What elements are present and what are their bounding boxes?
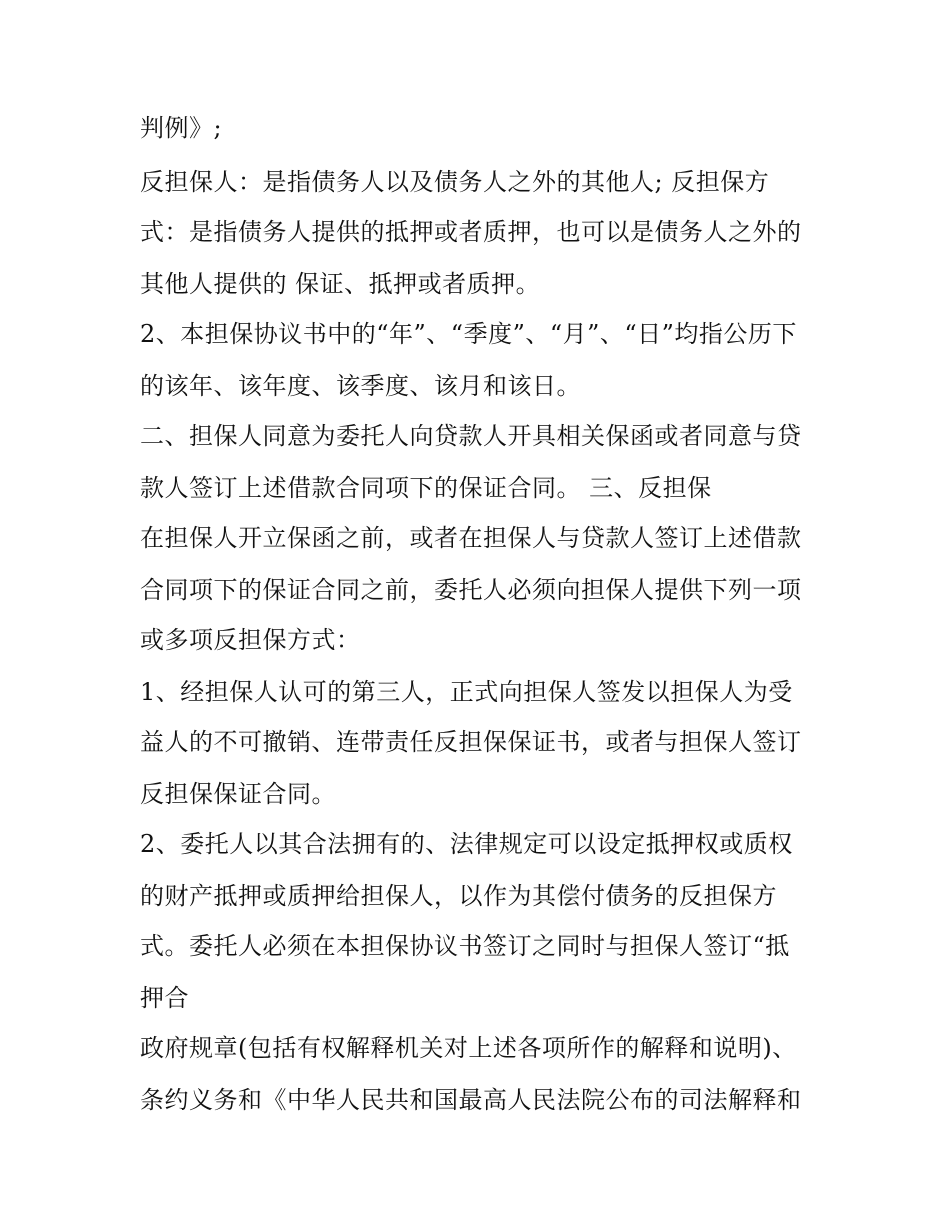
text-line: 二、担保人同意为委托人向贷款人开具相关保函或者同意与贷 [140, 422, 802, 450]
text-line: 2、本担保协议书中的“年”、“季度”、“月”、“日”均指公历下 [140, 320, 797, 348]
text-line: 合同项下的保证合同之前，委托人必须向担保人提供下列一项 [140, 576, 802, 604]
text-line: 式：是指债务人提供的抵押或者质押，也可以是债务人之外的 [140, 218, 802, 246]
text-line: 其他人提供的 保证、抵押或者质押。 [140, 270, 541, 298]
text-line: 的该年、该年度、该季度、该月和该日。 [140, 372, 581, 400]
text-line: 的财产抵押或质押给担保人，以作为其偿付债务的反担保方 [140, 882, 777, 910]
text-line: 款人签订上述借款合同项下的保证合同。 三、反担保 [140, 474, 712, 502]
text-line: 或多项反担保方式： [140, 626, 361, 654]
text-line: 政府规章(包括有权解释机关对上述各项所作的解释和说明)、 [140, 1034, 797, 1062]
text-line: 在担保人开立保函之前，或者在担保人与贷款人签订上述借款 [140, 524, 802, 552]
text-line: 2、委托人以其合法拥有的、法律规定可以设定抵押权或质权 [140, 830, 793, 858]
text-line: 条约义务和《中华人民共和国最高人民法院公布的司法解释和 [140, 1086, 802, 1114]
text-line: 反担保保证合同。 [140, 780, 336, 808]
text-line: 押合 [140, 984, 189, 1012]
text-line: 式。委托人必须在本担保协议书签订之同时与担保人签订“抵 [140, 932, 790, 960]
text-line: 1、经担保人认可的第三人，正式向担保人签发以担保人为受 [140, 678, 793, 706]
text-line: 判例》; [140, 114, 223, 142]
text-line: 反担保人：是指债务人以及债务人之外的其他人; 反担保方 [140, 168, 770, 196]
text-line: 益人的不可撤销、连带责任反担保保证书，或者与担保人签订 [140, 728, 802, 756]
